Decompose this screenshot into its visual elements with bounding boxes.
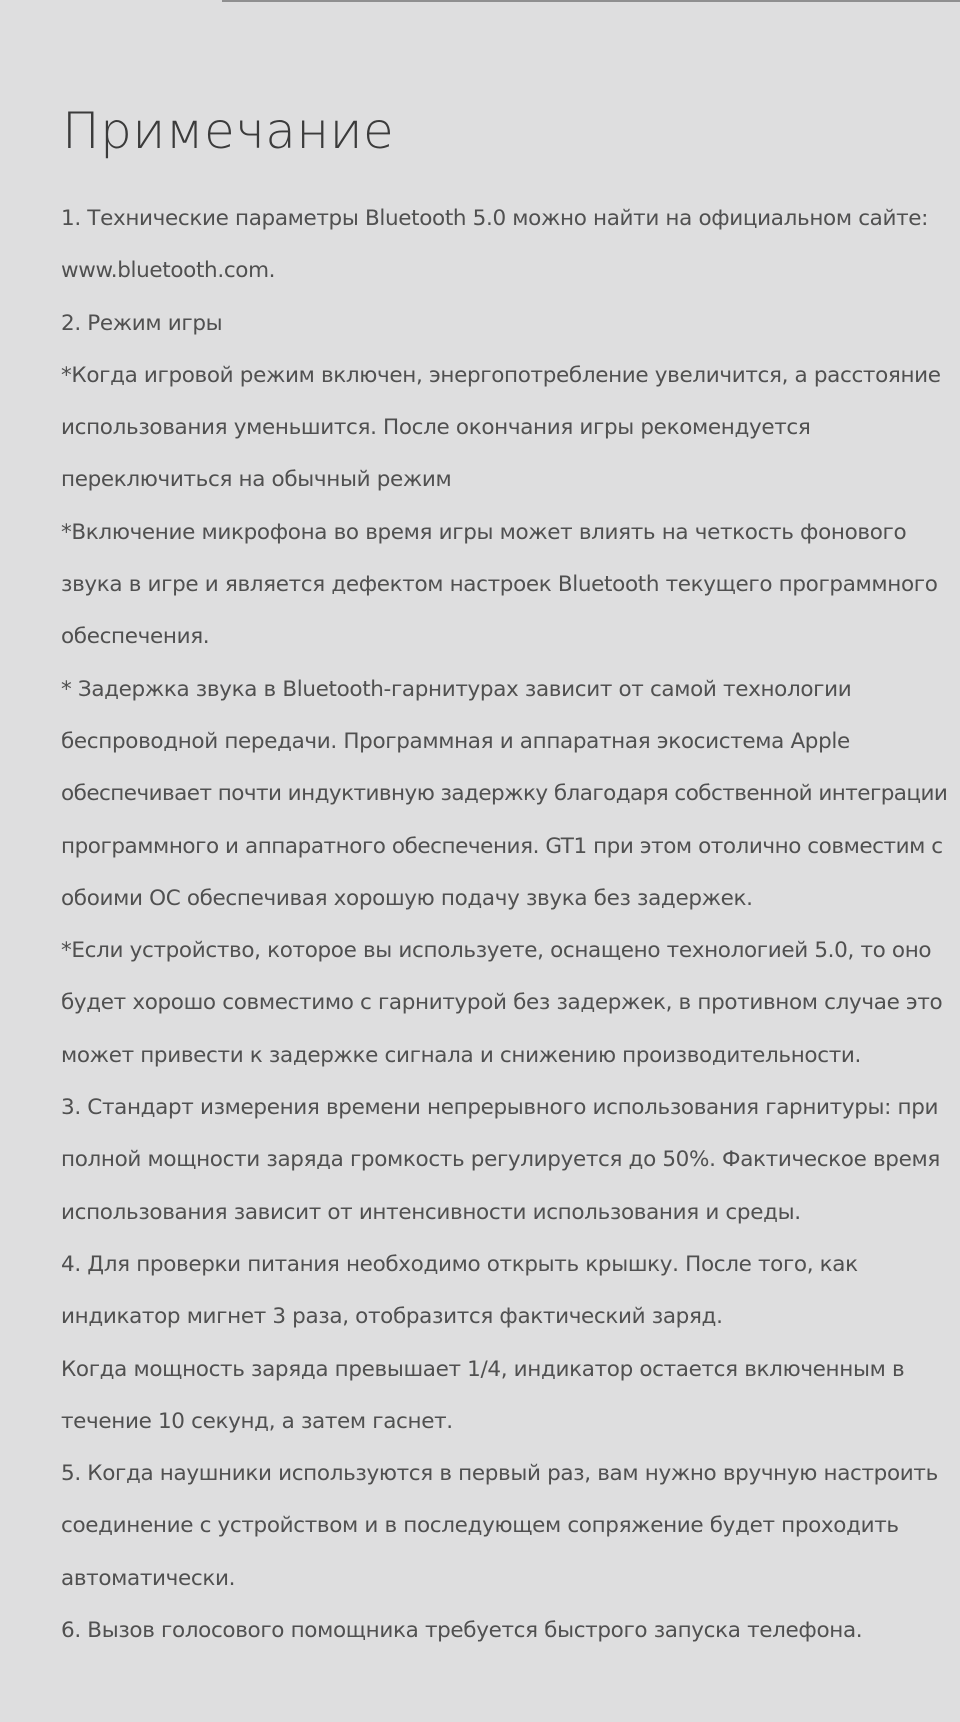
note-line: обеспечивает почти индуктивную задержку благодаря собственной интеграции: [61, 781, 948, 807]
note-line: 6. Вызов голосового помощника требуется быстрого запуска телефона.: [61, 1618, 863, 1644]
note-line: будет хорошо совместимо с гарнитурой без задержек, в противном случае это: [61, 990, 943, 1016]
note-line: 2. Режим игры: [61, 310, 223, 336]
note-body: [61, 193, 948, 1657]
note-line: индикатор мигнет 3 раза, отобразится фактический заряд.: [61, 1304, 723, 1330]
note-line: * Задержка звука в Bluetooth-гарнитурах зависит от самой технологии: [61, 676, 852, 702]
note-line: Когда мощность заряда превышает 1/4, индикатор остается включенным в: [61, 1356, 905, 1382]
note-line: 5. Когда наушники используются в первый раз, вам нужно вручную настроить: [61, 1461, 938, 1487]
note-line: обоими ОС обеспечивая хорошую подачу звука без задержек.: [61, 885, 753, 911]
note-line: течение 10 секунд, а затем гаснет.: [61, 1408, 453, 1434]
note-line: *Когда игровой режим включен, энергопотребление увеличится, а расстояние: [61, 362, 941, 388]
note-line: 1. Технические параметры Bluetooth 5.0 можно найти на официальном сайте:: [61, 206, 929, 231]
note-line: 3. Стандарт измерения времени непрерывного использования гарнитуры: при: [61, 1095, 939, 1121]
note-line: использования уменьшится. После окончания игры рекомендуется: [61, 415, 811, 441]
note-line: программного и аппаратного обеспечения. GT1 при этом отолично совместим с: [61, 833, 943, 859]
note-line: www.bluetooth.com.: [61, 258, 276, 284]
note-line: соединение с устройством и в последующем сопряжение будет проходить: [61, 1513, 899, 1539]
page-title: Примечание: [62, 102, 395, 160]
note-line: обеспечения.: [61, 624, 210, 650]
note-line: использования зависит от интенсивности использования и среды.: [61, 1199, 801, 1225]
note-line: *Включение микрофона во время игры может влиять на четкость фонового: [61, 519, 907, 545]
note-line: 4. Для проверки питания необходимо открыть крышку. После того, как: [61, 1251, 858, 1277]
note-line: переключиться на обычный режим: [61, 467, 452, 493]
note-line: полной мощности заряда громкость регулируется до 50%. Фактическое время: [61, 1147, 940, 1173]
note-line: может привести к задержке сигнала и снижению производительности.: [61, 1042, 861, 1068]
note-line: автоматически.: [61, 1565, 236, 1591]
note-line: беспроводной передачи. Программная и аппаратная экосистема Apple: [61, 728, 850, 754]
top-divider: [222, 0, 960, 2]
note-line: звука в игре и является дефектом настроек Bluetooth текущего программного: [61, 572, 938, 598]
note-line: *Если устройство, которое вы используете, оснащено технологией 5.0, то оно: [61, 938, 932, 964]
